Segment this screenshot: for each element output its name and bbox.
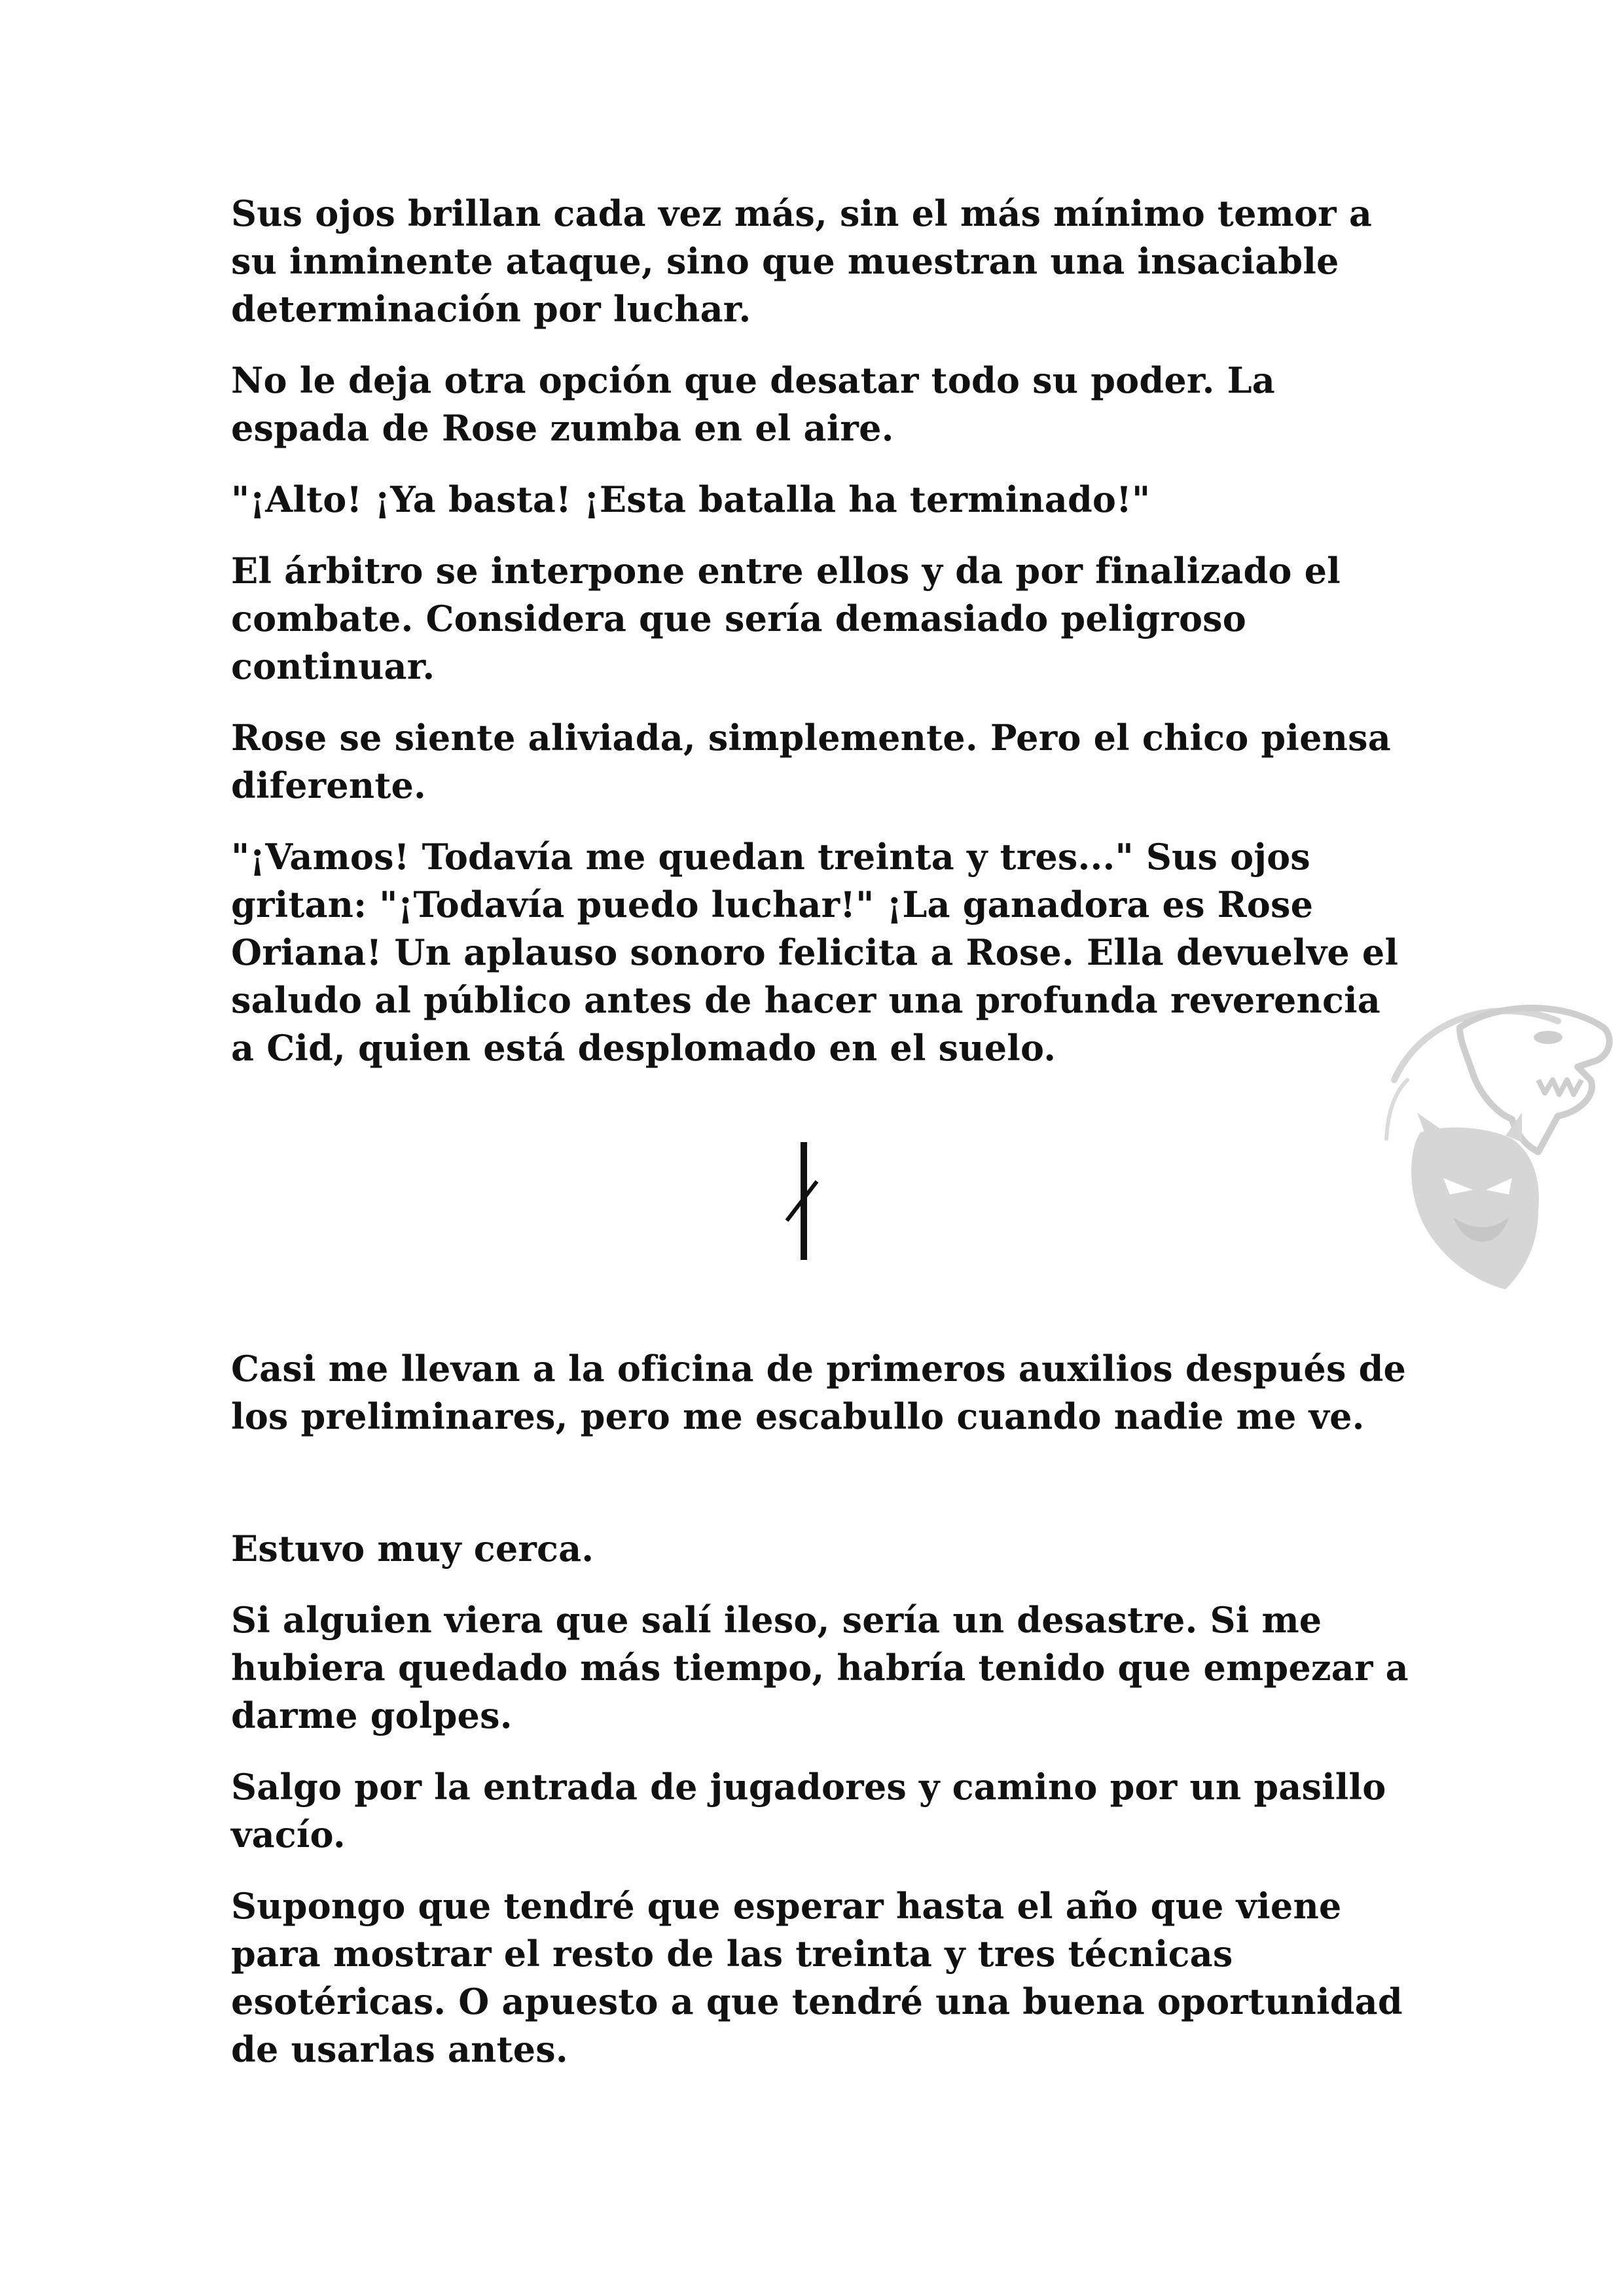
dinosaur-watermark-icon [1381, 982, 1617, 1296]
paragraph: Casi me llevan a la oficina de primeros auxilios después de los preliminares, pero me escabullo cuando nadie me ve. [231, 1348, 1407, 1437]
section-break-icon [783, 1142, 822, 1260]
paragraph: Si alguien viera que salí ileso, sería un desastre. Si me hubiera quedado más tiempo, habría tenido que empezar a darme golpes. [231, 1599, 1409, 1736]
paragraph: Rose se siente aliviada, simplemente. Pero el chico piensa diferente. [231, 717, 1391, 806]
paragraph: "¡Alto! ¡Ya basta! ¡Esta batalla ha terminado!" [231, 478, 1151, 520]
paragraph: No le deja otra opción que desatar todo su poder. La espada de Rose zumba en el aire. [231, 359, 1275, 449]
text-section-3 [231, 1525, 1409, 2097]
text-section-2 [231, 1345, 1409, 1464]
paragraph: Supongo que tendré que esperar hasta el año que viene para mostrar el resto de las treinta y tres técnicas esotéricas. O apuesto a que tendré una buena oportunidad de usarlas antes. [231, 1885, 1403, 2070]
paragraph: Estuvo muy cerca. [231, 1528, 594, 1570]
paragraph: Salgo por la entrada de jugadores y camino por un pasillo vacío. [231, 1766, 1386, 1856]
paragraph: "¡Vamos! Todavía me quedan treinta y tres..." Sus ojos gritan: "¡Todavía puedo luchar!" ¡La ganadora es Rose Oriana! Un aplauso sonoro felicita a Rose. Ella devuelve el saludo al público antes de hacer una profunda reverencia a Cid, quien está desplomado en el suelo. [231, 836, 1399, 1069]
paragraph: Sus ojos brillan cada vez más, sin el más mínimo temor a su inminente ataque, sino que muestran una insaciable determinación por luchar. [231, 192, 1373, 330]
paragraph: El árbitro se interpone entre ellos y da por finalizado el combate. Considera que sería demasiado peligroso continuar. [231, 550, 1341, 687]
text-section-1 [231, 190, 1409, 1096]
